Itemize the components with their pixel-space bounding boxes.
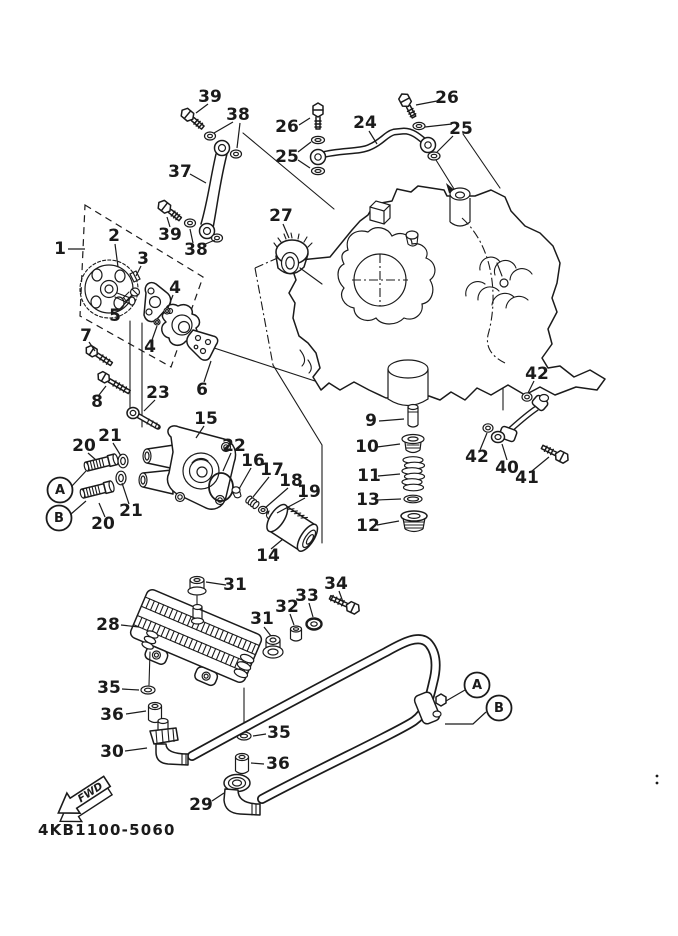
callout-leader-12 <box>377 521 399 525</box>
valve-spring-11 <box>402 457 425 491</box>
link-rod-lower-eye-hole <box>204 228 211 235</box>
callout-leader-26R <box>416 101 437 105</box>
callout-label-25L: 25 <box>275 147 299 167</box>
callout-label-11: 11 <box>357 466 381 486</box>
callout-label-10: 10 <box>355 437 379 457</box>
clamp-washer <box>433 711 441 717</box>
callout-label-18: 18 <box>279 471 303 491</box>
callout-label-2: 2 <box>108 226 120 246</box>
callout-label-42a: 42 <box>525 364 549 384</box>
callout-leader-27 <box>283 224 289 238</box>
callout-label-42b: 42 <box>465 447 489 467</box>
bubble-leader-A-pump <box>72 471 86 486</box>
callout-label-4b: 4 <box>144 337 156 357</box>
link-rod-37 <box>201 150 228 228</box>
relief-spring-17 <box>245 495 260 510</box>
callout-leader-17 <box>253 477 269 497</box>
callout-label-21a: 21 <box>98 426 122 446</box>
callout-label-26R: 26 <box>435 88 459 108</box>
callout-label-22: 22 <box>222 436 246 456</box>
bolt-34 <box>328 593 361 616</box>
bolt-7 <box>84 344 114 368</box>
bubble-leader-A-hose <box>446 690 465 701</box>
ref-bubble-letter-B-hose: B <box>494 701 504 716</box>
washer-33 <box>307 619 322 630</box>
callout-label-7: 7 <box>80 326 92 346</box>
callout-label-38a: 38 <box>226 105 250 125</box>
callout-label-25R: 25 <box>449 119 473 139</box>
ref-bubble-letter-B-pump: B <box>54 511 64 526</box>
callout-label-21b: 21 <box>119 501 143 521</box>
callout-leader-11 <box>378 474 400 476</box>
callout-leader-10 <box>377 444 400 447</box>
bubble-leader-B-hose <box>445 712 486 724</box>
callout-label-39b: 39 <box>158 225 182 245</box>
link-rod-upper-eye-hole <box>219 145 226 152</box>
callout-label-20a: 20 <box>72 436 96 456</box>
callout-label-20b: 20 <box>91 514 115 534</box>
callout-label-19: 19 <box>297 482 321 502</box>
o-ring-21-set <box>116 454 128 485</box>
callout-label-40: 40 <box>495 458 519 478</box>
callout-label-31a: 31 <box>223 575 247 595</box>
elbow-fitting-29 <box>224 775 260 816</box>
callout-label-24: 24 <box>353 113 377 133</box>
o-ring-13 <box>404 495 422 503</box>
callout-leader-26L <box>299 118 310 125</box>
callout-leader-25L <box>298 160 310 168</box>
callout-leader-9 <box>379 419 404 421</box>
banjo-hole-left <box>315 154 321 160</box>
callout-label-16: 16 <box>241 451 265 471</box>
valve-cap-12 <box>401 511 427 532</box>
banjo-pipe-40 <box>492 394 549 442</box>
ref-line <box>436 160 454 189</box>
bolt-39-top <box>179 106 206 131</box>
clamp-bolt-head <box>436 694 446 706</box>
callout-leader-37 <box>190 174 206 183</box>
pump-gasket-6 <box>187 330 218 360</box>
bolt-39-lower <box>156 199 183 224</box>
callout-leader-25R <box>425 124 452 127</box>
callout-leader-25L <box>298 142 311 152</box>
washer-42-set <box>483 393 532 432</box>
callout-label-12: 12 <box>356 516 380 536</box>
callout-label-37: 37 <box>168 162 192 182</box>
callout-label-33: 33 <box>295 586 319 606</box>
callout-label-23: 23 <box>146 383 170 403</box>
callout-label-8: 8 <box>91 392 103 412</box>
bolt-26-right <box>397 92 418 120</box>
clutch-boss-hole <box>500 279 508 287</box>
callout-label-39a: 39 <box>198 87 222 107</box>
engine-crankcase <box>289 186 605 406</box>
callout-label-26L: 26 <box>275 117 299 137</box>
collar-36-right <box>236 754 249 774</box>
bubble-leader-B-pump <box>71 501 86 514</box>
callout-label-27: 27 <box>269 206 293 226</box>
callout-label-4a: 4 <box>169 278 181 298</box>
union-fitting-20-b <box>79 481 115 500</box>
elbow-fitting-30 <box>150 719 188 766</box>
oil-pipe-24 <box>311 131 436 165</box>
callout-leader-29 <box>212 793 224 801</box>
callout-leader-35b <box>253 734 266 736</box>
drawing-number: 4KB1100-5060 <box>38 821 176 839</box>
callout-label-17: 17 <box>260 460 284 480</box>
callout-leader-36b <box>251 763 264 764</box>
banjo-hole-right <box>425 142 431 148</box>
case-plug <box>406 231 418 239</box>
oil-hose-group <box>150 639 446 815</box>
callout-label-14: 14 <box>256 546 280 566</box>
callout-label-3: 3 <box>137 249 149 269</box>
callout-label-32: 32 <box>275 597 299 617</box>
callout-leader-16 <box>239 468 251 489</box>
callout-label-34: 34 <box>324 574 348 594</box>
callout-label-13: 13 <box>356 490 380 510</box>
callout-label-36a: 36 <box>100 705 124 725</box>
callout-label-6: 6 <box>196 380 208 400</box>
ref-line <box>255 268 273 365</box>
callout-label-38b: 38 <box>184 240 208 260</box>
grommet-31-top <box>188 577 206 605</box>
callout-label-36b: 36 <box>266 754 290 774</box>
case-ribs <box>300 350 311 373</box>
scan-artifact-dots <box>656 775 659 785</box>
callout-label-9: 9 <box>365 411 377 431</box>
ref-bubble-letter-A-pump: A <box>54 483 66 498</box>
crankcase-bottom-boss-top <box>388 360 428 378</box>
callout-label-15: 15 <box>194 409 218 429</box>
ref-bubble-letter-A-hose: A <box>471 678 483 693</box>
callout-label-31b: 31 <box>250 609 274 629</box>
callout-label-35b: 35 <box>267 723 291 743</box>
callout-label-29: 29 <box>189 795 213 815</box>
callout-label-28: 28 <box>96 615 120 635</box>
ref-line <box>463 134 500 188</box>
callout-label-1: 1 <box>54 239 66 259</box>
crankcase-outline <box>289 186 605 400</box>
valve-pin-9 <box>408 405 418 428</box>
callout-label-5: 5 <box>109 306 121 326</box>
callout-label-41: 41 <box>515 468 539 488</box>
callout-leader-38a <box>237 123 240 148</box>
callout-leader-30 <box>125 748 147 751</box>
fwd-label: FWD <box>75 780 106 806</box>
valve-seat-10 <box>402 435 424 453</box>
callout-label-35a: 35 <box>97 678 121 698</box>
callout-leader-6 <box>204 361 211 382</box>
collar-32 <box>291 626 302 641</box>
callout-leader-2 <box>115 244 118 267</box>
callout-leader-36a <box>126 711 146 714</box>
bolt-26-left <box>313 103 323 129</box>
pipe-mount-hole <box>456 192 465 198</box>
callout-leader-13 <box>377 499 401 500</box>
callout-leader-35a <box>122 689 139 690</box>
grommet-31-side <box>263 636 283 659</box>
callout-label-30: 30 <box>100 742 124 762</box>
union-fitting-20-a <box>83 454 119 473</box>
